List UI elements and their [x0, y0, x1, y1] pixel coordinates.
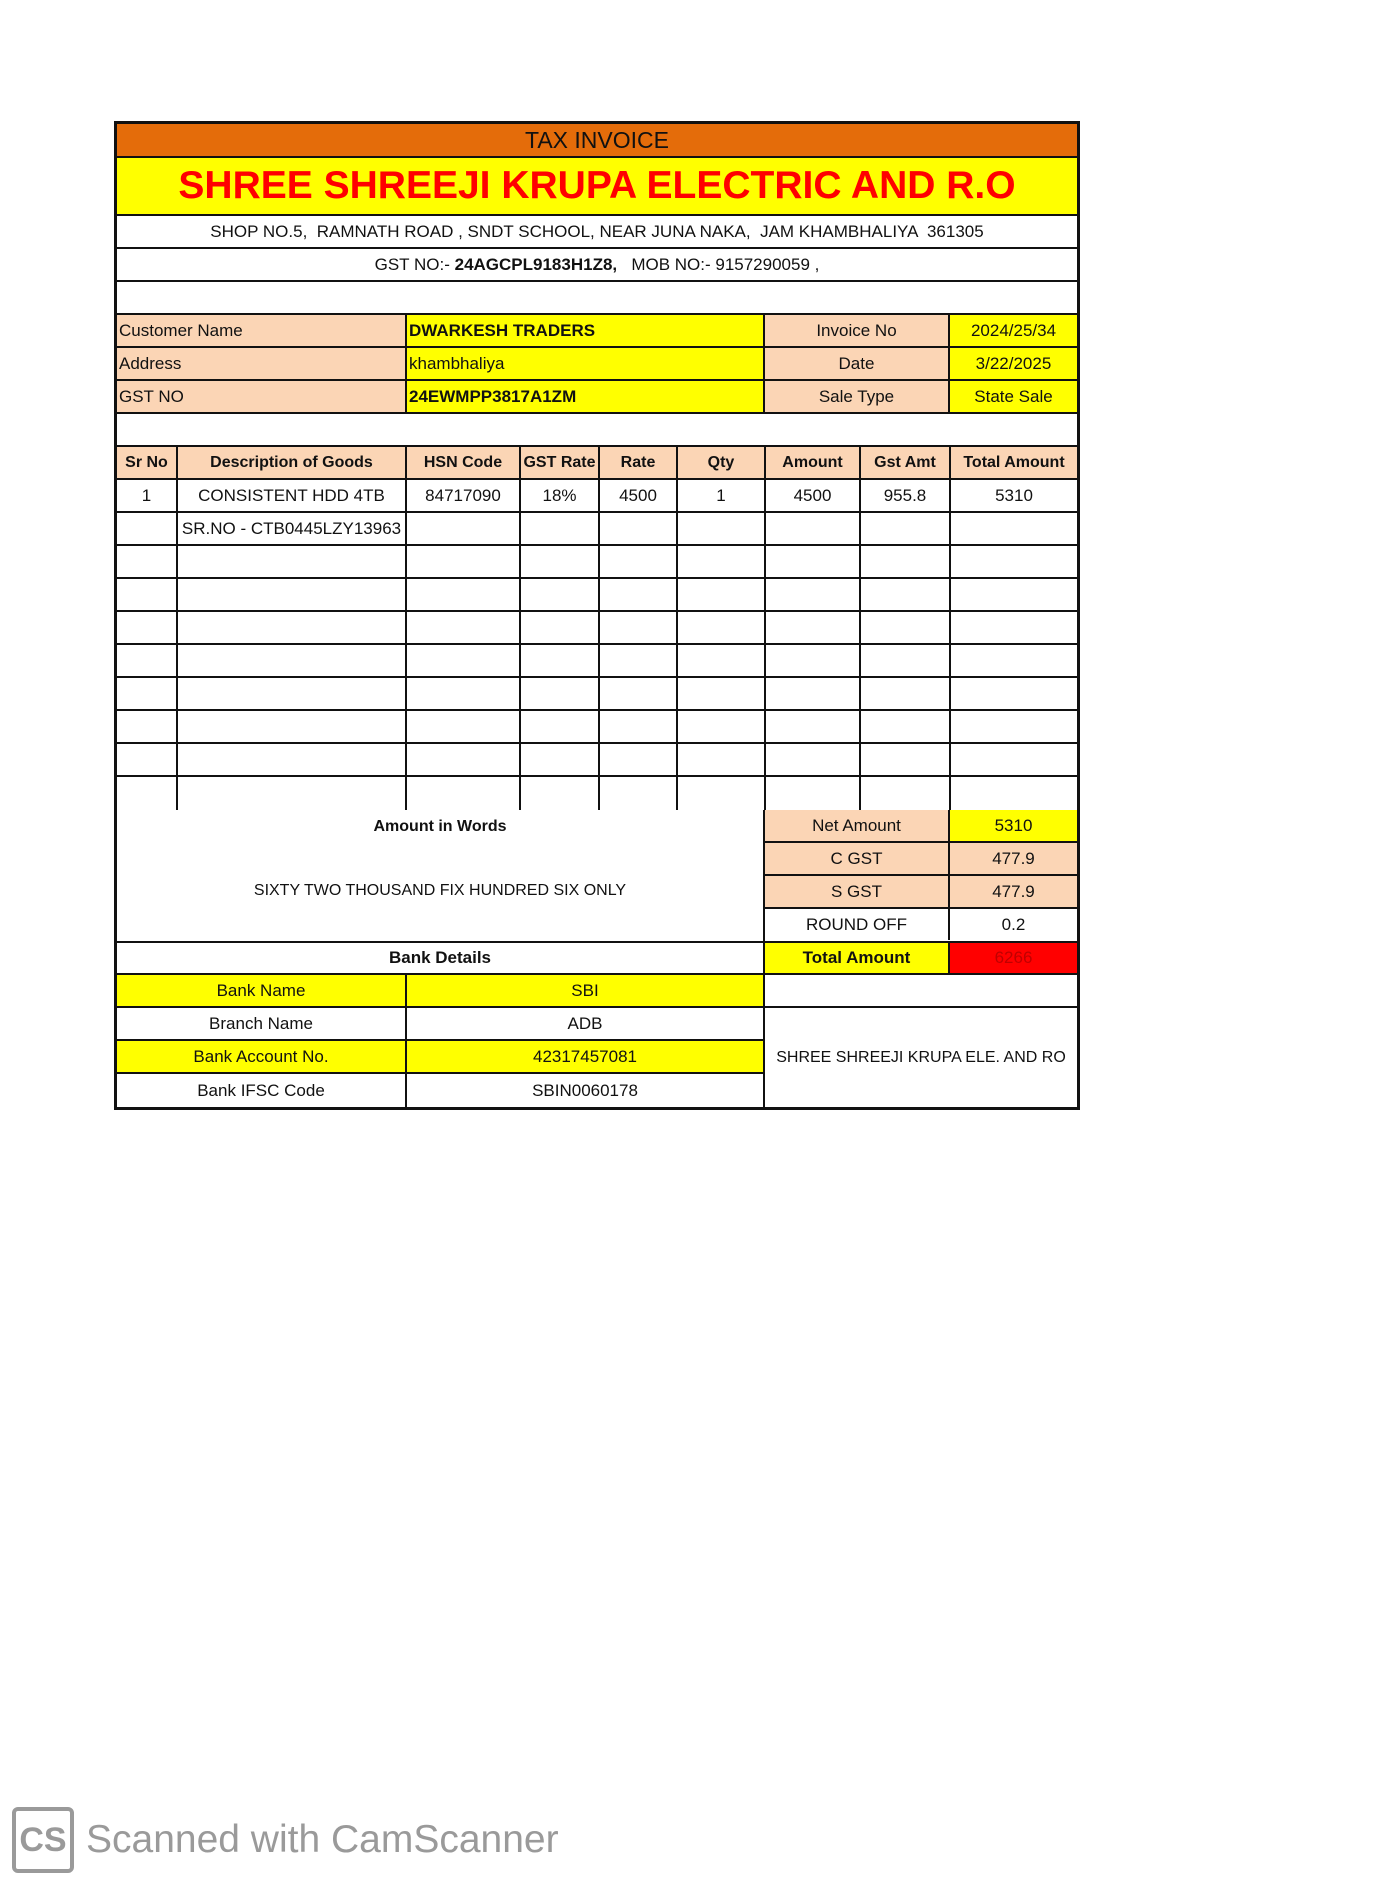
- empty-table-cell: [951, 579, 1077, 610]
- empty-table-cell: [600, 612, 678, 643]
- empty-table-cell: [861, 546, 951, 577]
- empty-table-cell: [117, 546, 178, 577]
- bank-details-heading: Bank Details: [117, 943, 765, 973]
- empty-table-cell: [521, 744, 600, 775]
- empty-table-cell: [951, 645, 1077, 676]
- invoice-no-value: 2024/25/34: [950, 315, 1077, 346]
- branch-label: Branch Name: [117, 1008, 407, 1039]
- column-header: Qty: [678, 447, 766, 478]
- empty-table-cell: [678, 579, 766, 610]
- empty-table-cell: [407, 579, 521, 610]
- customer-name-value: DWARKESH TRADERS: [407, 315, 765, 346]
- empty-table-cell: [117, 678, 178, 709]
- table-cell: CONSISTENT HDD 4TB: [178, 480, 407, 511]
- customer-address-row: [117, 348, 1077, 381]
- empty-table-cell: [178, 678, 407, 709]
- empty-table-cell: [678, 777, 766, 810]
- invoice-title-row: [117, 124, 1077, 158]
- signatory-blank-cell: [765, 975, 1077, 1008]
- empty-table-cell: [600, 777, 678, 810]
- table-cell: 1: [117, 480, 178, 511]
- table-cell: 84717090: [407, 480, 521, 511]
- empty-table-cell: [951, 711, 1077, 742]
- sale-type-value: State Sale: [950, 381, 1077, 412]
- empty-table-cell: [678, 711, 766, 742]
- empty-table-cell: [766, 612, 861, 643]
- shop-address-row: [117, 216, 1077, 249]
- column-header: Amount: [766, 447, 861, 478]
- column-header: Total Amount: [951, 447, 1077, 478]
- empty-table-cell: [951, 612, 1077, 643]
- account-value: 42317457081: [407, 1041, 763, 1072]
- empty-table-cell: [117, 711, 178, 742]
- empty-table-cell: [600, 678, 678, 709]
- bank-name-value: SBI: [407, 975, 763, 1006]
- table-cell: [951, 513, 1077, 544]
- empty-table-cell: [117, 645, 178, 676]
- sgst-label: S GST: [765, 876, 950, 907]
- column-header: Gst Amt: [861, 447, 951, 478]
- empty-table-cell: [600, 711, 678, 742]
- empty-table-cell: [766, 678, 861, 709]
- ifsc-row: [117, 1074, 763, 1107]
- empty-table-cell: [766, 711, 861, 742]
- empty-table-cell: [407, 744, 521, 775]
- table-cell: 955.8: [861, 480, 951, 511]
- empty-table-cell: [951, 546, 1077, 577]
- empty-item-rows: [117, 546, 1077, 810]
- round-off-label: ROUND OFF: [765, 909, 950, 940]
- invoice-title: TAX INVOICE: [117, 124, 1077, 156]
- empty-table-cell: [766, 546, 861, 577]
- table-row: [117, 480, 1077, 513]
- bank-details: [117, 975, 765, 1107]
- customer-gst-value: 24EWMPP3817A1ZM: [407, 381, 765, 412]
- cgst-label: C GST: [765, 843, 950, 874]
- items-header-row: [117, 447, 1077, 480]
- account-row: [117, 1041, 763, 1074]
- empty-table-cell: [600, 744, 678, 775]
- empty-table-row: [117, 711, 1077, 744]
- empty-table-cell: [861, 645, 951, 676]
- table-cell: 5310: [995, 485, 1033, 505]
- table-cell: [766, 513, 861, 544]
- bank-heading-row: [117, 943, 1077, 975]
- empty-table-cell: [178, 744, 407, 775]
- empty-table-cell: [117, 744, 178, 775]
- empty-table-cell: [678, 546, 766, 577]
- bank-name-label: Bank Name: [117, 975, 407, 1006]
- empty-table-cell: [861, 777, 951, 810]
- invoice: [114, 121, 1080, 1110]
- amount-in-words: [117, 810, 765, 941]
- table-row: [117, 513, 1077, 546]
- camscanner-watermark: [12, 1807, 559, 1873]
- shop-gst-row: [117, 249, 1077, 282]
- branch-value: ADB: [567, 1013, 603, 1033]
- signatory-panel: [765, 975, 1077, 1107]
- shop-mobile: MOB NO:- 9157290059 ,: [631, 254, 820, 274]
- customer-address-label: Address: [117, 348, 407, 379]
- empty-table-cell: [117, 612, 178, 643]
- amount-in-words-value: SIXTY TWO THOUSAND FIX HUNDRED SIX ONLY: [253, 882, 627, 899]
- empty-table-cell: [766, 579, 861, 610]
- empty-table-cell: [521, 612, 600, 643]
- table-cell: [521, 513, 600, 544]
- spacer-row: [117, 282, 1077, 315]
- empty-table-row: [117, 777, 1077, 810]
- customer-gst-label: GST NO: [117, 381, 407, 412]
- empty-table-cell: [951, 744, 1077, 775]
- totals-panel: [765, 810, 1077, 941]
- ifsc-value: SBIN0060178: [532, 1080, 638, 1100]
- empty-table-cell: [407, 711, 521, 742]
- empty-table-cell: [951, 777, 1077, 810]
- sale-type-label: Sale Type: [765, 381, 950, 412]
- spacer-cell: [117, 282, 1077, 313]
- branch-row: [117, 1008, 763, 1041]
- table-cell: 4500: [600, 480, 678, 511]
- empty-table-cell: [766, 645, 861, 676]
- empty-table-cell: [178, 711, 407, 742]
- camscanner-text: Scanned with CamScanner: [86, 1818, 559, 1861]
- table-cell: 18%: [521, 480, 600, 511]
- empty-table-cell: [407, 612, 521, 643]
- net-amount-label: Net Amount: [765, 810, 950, 841]
- net-amount-row: [765, 810, 1077, 843]
- signatory-name: SHREE SHREEJI KRUPA ELE. AND RO: [776, 1048, 1066, 1066]
- empty-table-cell: [951, 678, 1077, 709]
- table-cell: [678, 513, 766, 544]
- empty-table-cell: [117, 579, 178, 610]
- table-cell: [117, 513, 178, 544]
- empty-table-cell: [521, 777, 600, 810]
- empty-table-cell: [600, 546, 678, 577]
- column-header: Rate: [600, 447, 678, 478]
- shop-address: SHOP NO.5, RAMNATH ROAD , SNDT SCHOOL, NEAR JUNA NAKA, JAM KHAMBHALIYA 361305: [210, 221, 984, 241]
- empty-table-cell: [178, 546, 407, 577]
- empty-table-row: [117, 678, 1077, 711]
- cgst-value: 477.9: [950, 843, 1077, 874]
- empty-table-cell: [178, 579, 407, 610]
- amount-in-words-label: Amount in Words: [373, 818, 507, 835]
- empty-table-row: [117, 645, 1077, 678]
- sgst-value: 477.9: [950, 876, 1077, 907]
- empty-table-row: [117, 579, 1077, 612]
- empty-table-cell: [178, 612, 407, 643]
- empty-table-cell: [766, 744, 861, 775]
- round-off-row: [765, 909, 1077, 940]
- empty-table-cell: [861, 744, 951, 775]
- table-cell: 1: [678, 480, 766, 511]
- net-amount-value: 5310: [950, 810, 1077, 841]
- empty-table-cell: [600, 645, 678, 676]
- ifsc-label: Bank IFSC Code: [117, 1074, 407, 1107]
- customer-name-label: Customer Name: [117, 315, 407, 346]
- customer-name-row: [117, 315, 1077, 348]
- shop-name-row: [117, 158, 1077, 216]
- empty-table-cell: [600, 579, 678, 610]
- empty-table-cell: [521, 579, 600, 610]
- table-cell: [407, 513, 521, 544]
- cgst-row: [765, 843, 1077, 876]
- empty-table-cell: [178, 645, 407, 676]
- empty-table-cell: [407, 546, 521, 577]
- empty-table-row: [117, 744, 1077, 777]
- empty-table-cell: [521, 546, 600, 577]
- round-off-value: 0.2: [1001, 914, 1026, 934]
- empty-table-row: [117, 612, 1077, 645]
- empty-table-cell: [521, 711, 600, 742]
- account-label: Bank Account No.: [117, 1041, 407, 1072]
- empty-table-cell: [407, 777, 521, 810]
- shop-gst-number: 24AGCPL9183H1Z8,: [454, 254, 618, 274]
- empty-table-cell: [861, 612, 951, 643]
- empty-table-cell: [407, 678, 521, 709]
- summary-block: [117, 810, 1077, 943]
- column-header: Description of Goods: [178, 447, 407, 478]
- empty-table-cell: [678, 645, 766, 676]
- bank-name-row: [117, 975, 763, 1008]
- table-cell: 4500: [766, 480, 861, 511]
- sgst-row: [765, 876, 1077, 909]
- empty-table-cell: [521, 678, 600, 709]
- bank-block: [117, 975, 1077, 1107]
- total-amount-label: Total Amount: [765, 943, 950, 973]
- column-header: HSN Code: [407, 447, 521, 478]
- camscanner-logo-icon: CS: [12, 1807, 74, 1873]
- empty-table-cell: [521, 645, 600, 676]
- total-amount-value: 6266: [950, 943, 1077, 973]
- empty-table-cell: [861, 711, 951, 742]
- empty-table-cell: [178, 777, 407, 810]
- column-header: Sr No: [117, 447, 178, 478]
- customer-gst-row: [117, 381, 1077, 414]
- date-value: 3/22/2025: [950, 348, 1077, 379]
- spacer-row: [117, 414, 1077, 447]
- spacer-cell: [117, 414, 1077, 445]
- customer-address-value: khambhaliya: [407, 348, 765, 379]
- invoice-no-label: Invoice No: [765, 315, 950, 346]
- shop-gst-label: GST NO:-: [374, 254, 455, 274]
- empty-table-cell: [861, 678, 951, 709]
- empty-table-cell: [117, 777, 178, 810]
- empty-table-cell: [678, 678, 766, 709]
- shop-gst-line: [117, 249, 1077, 280]
- column-header: GST Rate: [521, 447, 600, 478]
- empty-table-cell: [678, 612, 766, 643]
- empty-table-cell: [861, 579, 951, 610]
- empty-table-row: [117, 546, 1077, 579]
- date-label: Date: [765, 348, 950, 379]
- shop-name: SHREE SHREEJI KRUPA ELECTRIC AND R.O: [117, 158, 1077, 214]
- table-cell: [600, 513, 678, 544]
- empty-table-cell: [766, 777, 861, 810]
- empty-table-cell: [678, 744, 766, 775]
- empty-table-cell: [407, 645, 521, 676]
- table-cell: [861, 513, 951, 544]
- table-cell: SR.NO - CTB0445LZY13963: [178, 513, 407, 544]
